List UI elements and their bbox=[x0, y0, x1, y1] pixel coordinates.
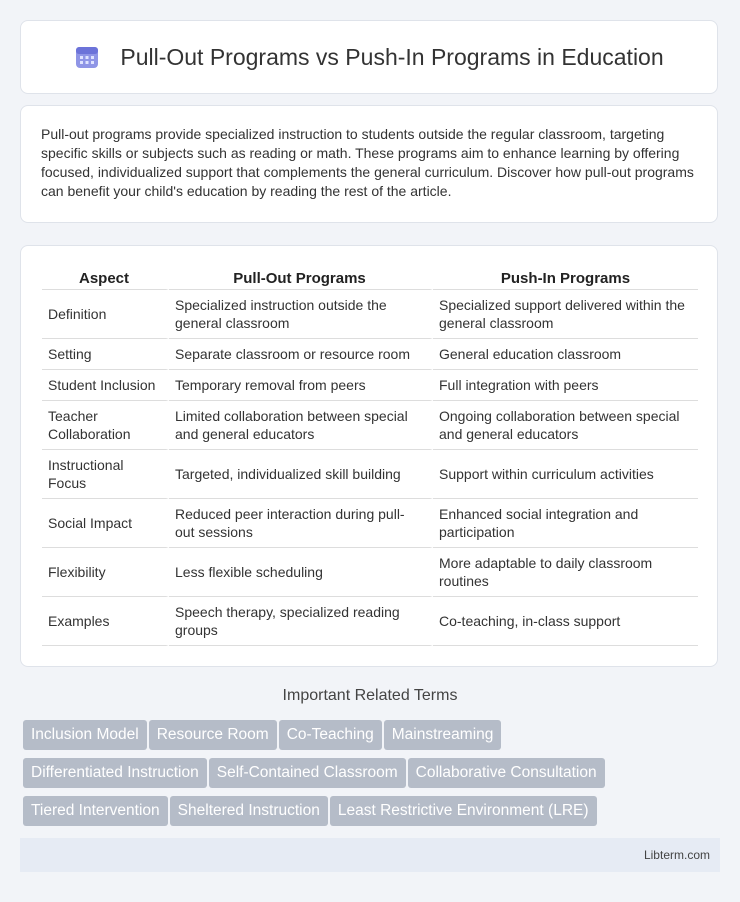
cell-aspect: Social Impact bbox=[42, 499, 169, 548]
related-term-tag[interactable]: Tiered Intervention bbox=[23, 796, 168, 826]
cell-pull-out: Targeted, individualized skill building bbox=[169, 450, 433, 499]
related-term-tag[interactable]: Sheltered Instruction bbox=[170, 796, 328, 826]
related-terms-list bbox=[23, 720, 663, 834]
related-term-tag[interactable]: Mainstreaming bbox=[384, 720, 502, 750]
related-term-tag[interactable]: Resource Room bbox=[149, 720, 277, 750]
table-row bbox=[42, 597, 698, 646]
related-term-tag[interactable]: Least Restrictive Environment (LRE) bbox=[330, 796, 597, 826]
cell-aspect: Definition bbox=[42, 290, 169, 339]
related-term-tag[interactable]: Inclusion Model bbox=[23, 720, 147, 750]
table-row bbox=[42, 339, 698, 370]
related-term-tag[interactable]: Co-Teaching bbox=[279, 720, 382, 750]
related-term-tag[interactable]: Differentiated Instruction bbox=[23, 758, 207, 788]
footer-site: Libterm.com bbox=[643, 848, 710, 862]
table-row bbox=[42, 450, 698, 499]
header-pull-out: Pull-Out Programs bbox=[169, 266, 433, 290]
cell-aspect: Student Inclusion bbox=[42, 370, 169, 401]
cell-pull-out: Separate classroom or resource room bbox=[169, 339, 433, 370]
table-header-row bbox=[42, 266, 698, 290]
cell-pull-out: Specialized instruction outside the general classroom bbox=[169, 290, 433, 339]
comparison-card bbox=[20, 245, 718, 667]
intro-card bbox=[20, 105, 718, 223]
table-row bbox=[42, 499, 698, 548]
cell-aspect: Teacher Collaboration bbox=[42, 401, 169, 450]
header-aspect: Aspect bbox=[42, 266, 169, 290]
cell-push-in: Ongoing collaboration between special and general educators bbox=[433, 401, 698, 450]
cell-aspect: Setting bbox=[42, 339, 169, 370]
table-row bbox=[42, 290, 698, 339]
cell-push-in: More adaptable to daily classroom routines bbox=[433, 548, 698, 597]
cell-pull-out: Temporary removal from peers bbox=[169, 370, 433, 401]
cell-push-in: Enhanced social integration and participation bbox=[433, 499, 698, 548]
cell-aspect: Flexibility bbox=[42, 548, 169, 597]
footer bbox=[20, 838, 720, 872]
cell-aspect: Examples bbox=[42, 597, 169, 646]
intro-paragraph: Pull-out programs provide specialized instruction to students outside the regular classroom, targeting specific skills or subjects such as reading or math. These programs aim to enhance learning by offering focused, individualized support that complements the general curriculum. Discover how pull-out programs can benefit your child's education by reading the rest of the article. bbox=[41, 126, 694, 199]
cell-push-in: Support within curriculum activities bbox=[433, 450, 698, 499]
cell-push-in: Co-teaching, in-class support bbox=[433, 597, 698, 646]
cell-push-in: General education classroom bbox=[433, 339, 698, 370]
cell-aspect: Instructional Focus bbox=[42, 450, 169, 499]
cell-push-in: Specialized support delivered within the general classroom bbox=[433, 290, 698, 339]
cell-pull-out: Reduced peer interaction during pull-out sessions bbox=[169, 499, 433, 548]
calendar-grid-icon bbox=[74, 44, 100, 70]
cell-pull-out: Less flexible scheduling bbox=[169, 548, 433, 597]
table-row bbox=[42, 401, 698, 450]
cell-pull-out: Speech therapy, specialized reading groups bbox=[169, 597, 433, 646]
table-row bbox=[42, 548, 698, 597]
comparison-table bbox=[42, 266, 698, 646]
table-row bbox=[42, 370, 698, 401]
related-term-tag[interactable]: Self-Contained Classroom bbox=[209, 758, 406, 788]
cell-push-in: Full integration with peers bbox=[433, 370, 698, 401]
title-card bbox=[20, 20, 718, 94]
related-terms-title: Important Related Terms bbox=[282, 687, 458, 704]
cell-pull-out: Limited collaboration between special and general educators bbox=[169, 401, 433, 450]
page-title: Pull-Out Programs vs Push-In Programs in Education bbox=[120, 43, 664, 70]
related-term-tag[interactable]: Collaborative Consultation bbox=[408, 758, 605, 788]
header-push-in: Push-In Programs bbox=[433, 266, 698, 290]
